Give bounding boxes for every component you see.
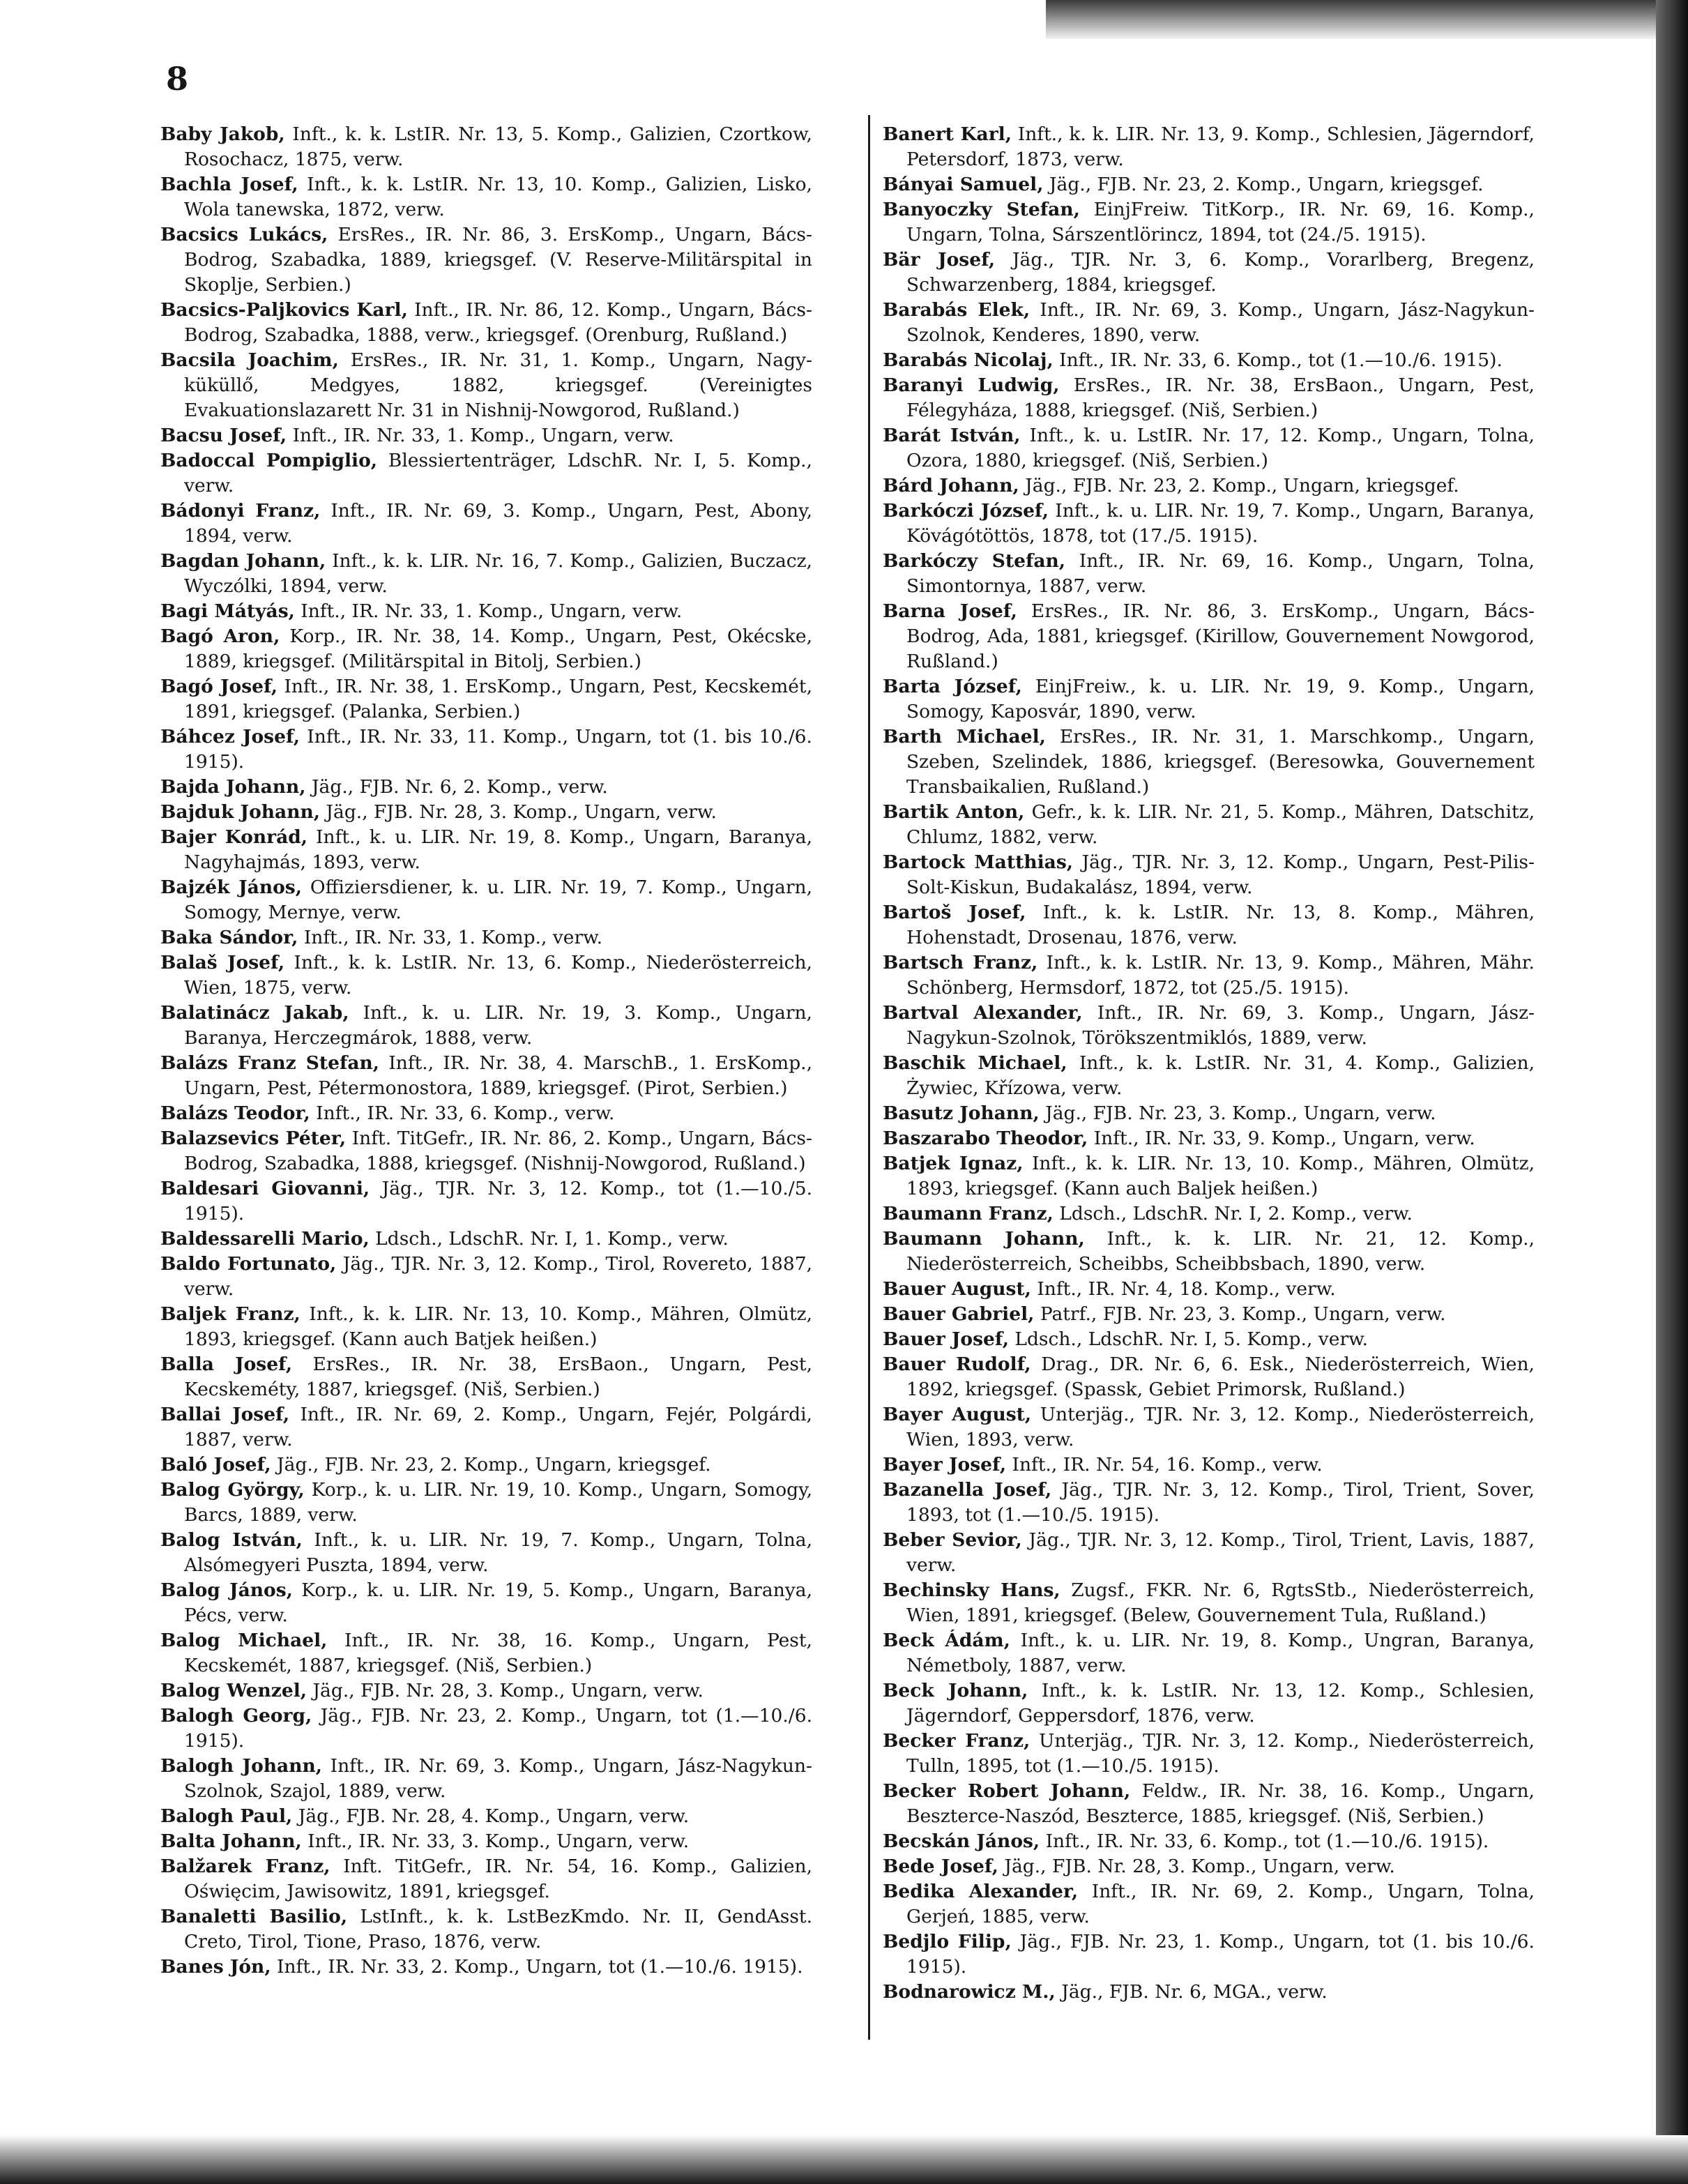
entry-details: Korp., IR. Nr. 38, 14. Komp., Ungarn, Pest, Okécske, 1889, kriegsgef. (Militärspital in Bitolj, Serbien.) — [184, 625, 812, 672]
scan-shadow-top — [1046, 0, 1688, 39]
casualty-entry — [160, 1854, 812, 1904]
entry-details: Zugsf., FKR. Nr. 6, RgtsStb., Niederösterreich, Wien, 1891, kriegsgef. (Belew, Gouvernement Tula, Rußland.) — [906, 1579, 1535, 1626]
casualty-entry — [160, 1227, 812, 1252]
entry-details: Unterjäg., TJR. Nr. 3, 12. Komp., Niederösterreich, Tulln, 1895, tot (1.—10./5. 1915). — [906, 1730, 1535, 1777]
entry-details: Jäg., FJB. Nr. 23, 1. Komp., Ungarn, tot (1. bis 10./6. 1915). — [906, 1931, 1535, 1978]
entry-details: Inft., k. u. LIR. Nr. 19, 8. Komp., Ungran, Baranya, Németboly, 1887, verw. — [906, 1630, 1535, 1676]
entry-name: Balatinácz Jakab, — [160, 1002, 349, 1024]
casualty-entry — [160, 423, 812, 448]
entry-details: Inft., k. k. LIR. Nr. 13, 10. Komp., Mähren, Olmütz, 1893, kriegsgef. (Kann auch Batjek heißen.) — [184, 1303, 812, 1350]
entry-details: Inft., IR. Nr. 69, 3. Komp., Ungarn, Jász-Nagykun-Szolnok, Kenderes, 1890, verw. — [906, 299, 1535, 346]
entry-name: Bedjlo Filip, — [883, 1931, 1012, 1952]
casualty-entry — [883, 172, 1535, 197]
entry-details: Inft., IR. Nr. 33, 9. Komp., Ungarn, verw. — [1093, 1128, 1475, 1149]
entry-name: Barkóczy Stefan, — [883, 550, 1066, 572]
casualty-entry — [160, 1704, 812, 1754]
entry-name: Balogh Johann, — [160, 1755, 322, 1777]
entry-details: Jäg., TJR. Nr. 3, 12. Komp., Tirol, Trient, Sover, 1893, tot (1.—10./5. 1915). — [906, 1479, 1535, 1526]
entry-details: Inft., IR. Nr. 33, 6. Komp., tot (1.—10./6. 1915). — [1045, 1830, 1489, 1852]
entry-name: Banyoczky Stefan, — [883, 199, 1080, 220]
column-divider — [868, 115, 870, 2040]
casualty-entry — [883, 900, 1535, 950]
entry-details: Inft., IR. Nr. 69, 3. Komp., Ungarn, Jász-Nagykun-Szolnok, Törökszentmiklós, 1889, verw. — [906, 1002, 1535, 1049]
casualty-entry — [883, 725, 1535, 800]
entry-name: Baby Jakob, — [160, 123, 285, 145]
entry-name: Baljek Franz, — [160, 1303, 301, 1325]
entry-details: Jäg., FJB. Nr. 28, 3. Komp., Ungarn, verw. — [1004, 1856, 1395, 1877]
entry-details: Inft., k. k. LstIR. Nr. 13, 9. Komp., Mähren, Mähr. Schönberg, Hermsdorf, 1872, tot (25./5. 1915). — [906, 952, 1535, 999]
entry-name: Banert Karl, — [883, 123, 1012, 145]
entry-details: ErsRes., IR. Nr. 31, 1. Marschkomp., Ungarn, Szeben, Szelindek, 1886, kriegsgef. (Beresowka, Gouvernement Transbaikalien, Rußland.) — [906, 726, 1535, 798]
entry-name: Baló Josef, — [160, 1454, 271, 1476]
entry-name: Bacsics-Paljkovics Karl, — [160, 299, 408, 321]
entry-details: Jäg., FJB. Nr. 28, 3. Komp., Ungarn, verw. — [326, 801, 717, 823]
entry-details: Jäg., FJB. Nr. 23, 2. Komp., Ungarn, kriegsgef. — [277, 1454, 711, 1476]
casualty-entry — [160, 599, 812, 624]
entry-name: Bär Josef, — [883, 249, 996, 271]
entry-details: Jäg., FJB. Nr. 6, 2. Komp., verw. — [311, 776, 608, 798]
entry-name: Bagdan Johann, — [160, 550, 326, 572]
casualty-entry — [883, 1227, 1535, 1277]
entry-details: Inft., k. k. LstIR. Nr. 13, 6. Komp., Niederösterreich, Wien, 1875, verw. — [184, 952, 812, 999]
casualty-entry — [883, 1578, 1535, 1628]
entry-name: Bedika Alexander, — [883, 1881, 1079, 1902]
casualty-entry — [160, 549, 812, 599]
entry-name: Baumann Johann, — [883, 1228, 1085, 1250]
entry-name: Bádonyi Franz, — [160, 500, 321, 522]
casualty-entry — [160, 1402, 812, 1453]
entry-details: Jäg., FJB. Nr. 28, 4. Komp., Ungarn, verw. — [298, 1805, 690, 1827]
entry-name: Bechinsky Hans, — [883, 1579, 1060, 1601]
entry-details: Patrf., FJB. Nr. 23, 3. Komp., Ungarn, verw. — [1040, 1303, 1446, 1325]
entry-details: EinjFreiw., k. u. LIR. Nr. 19, 9. Komp., Ungarn, Somogy, Kaposvár, 1890, verw. — [906, 676, 1535, 722]
entry-name: Bányai Samuel, — [883, 174, 1044, 195]
entry-name: Balog Michael, — [160, 1630, 328, 1651]
casualty-entry — [160, 1101, 812, 1126]
casualty-entry — [883, 348, 1535, 373]
casualty-entry — [883, 1101, 1535, 1126]
entry-name: Bartik Anton, — [883, 801, 1025, 823]
casualty-entry — [883, 1302, 1535, 1327]
casualty-entry — [160, 1051, 812, 1101]
entry-name: Baumann Franz, — [883, 1203, 1054, 1224]
casualty-entry — [883, 1729, 1535, 1779]
entry-details: Inft., IR. Nr. 33, 2. Komp., Ungarn, tot (1.—10./6. 1915). — [277, 1956, 803, 1978]
entry-details: Inft., k. u. LIR. Nr. 19, 7. Komp., Ungarn, Tolna, Alsómegyeri Puszta, 1894, verw. — [184, 1529, 812, 1576]
casualty-entry — [883, 1352, 1535, 1402]
entry-name: Baldessarelli Mario, — [160, 1228, 370, 1250]
entry-name: Bazanella Josef, — [883, 1479, 1052, 1501]
entry-details: Jäg., TJR. Nr. 3, 6. Komp., Vorarlberg, Bregenz, Schwarzenberg, 1884, kriegsgef. — [906, 249, 1535, 296]
entry-details: Feldw., IR. Nr. 38, 16. Komp., Ungarn, Beszterce-Naszód, Beszterce, 1885, kriegsgef. (Niš, Serbien.) — [906, 1780, 1535, 1827]
entry-name: Bajduk Johann, — [160, 801, 320, 823]
casualty-entry — [160, 1252, 812, 1302]
casualty-entry — [883, 1528, 1535, 1578]
entry-name: Batjek Ignaz, — [883, 1153, 1024, 1174]
entry-details: Inft., IR. Nr. 38, 1. ErsKomp., Ungarn, Pest, Kecskemét, 1891, kriegsgef. (Palanka, Serbien.) — [184, 676, 812, 722]
entry-name: Bagó Aron, — [160, 625, 280, 647]
entry-details: Gefr., k. k. LIR. Nr. 21, 5. Komp., Mähren, Datschitz, Chlumz, 1882, verw. — [906, 801, 1535, 848]
entry-details: Inft., k. k. LstIR. Nr. 13, 10. Komp., Galizien, Lisko, Wola tanewska, 1872, verw. — [184, 174, 812, 220]
casualty-entry — [160, 825, 812, 875]
casualty-entry — [883, 599, 1535, 674]
casualty-entry — [160, 1578, 812, 1628]
entry-details: Inft., k. u. LIR. Nr. 19, 7. Komp., Ungarn, Baranya, Kövágótöttös, 1878, tot (17./5. 1915). — [906, 500, 1535, 547]
entry-name: Bartoš Josef, — [883, 902, 1026, 923]
entry-details: Inft., k. k. LIR. Nr. 21, 12. Komp., Niederösterreich, Scheibbs, Scheibbsbach, 1890, verw. — [906, 1228, 1535, 1275]
entry-name: Becskán János, — [883, 1830, 1040, 1852]
entry-details: Jäg., FJB. Nr. 28, 3. Komp., Ungarn, verw. — [312, 1680, 704, 1701]
entry-name: Bachla Josef, — [160, 174, 298, 195]
entry-details: Inft., IR. Nr. 69, 2. Komp., Ungarn, Fejér, Polgárdi, 1887, verw. — [184, 1404, 812, 1450]
entry-details: Inft., IR. Nr. 54, 16. Komp., verw. — [1012, 1454, 1323, 1476]
entry-name: Bauer August, — [883, 1278, 1031, 1300]
casualty-entry — [883, 1854, 1535, 1879]
entry-name: Bauer Josef, — [883, 1328, 1009, 1350]
casualty-entry — [883, 298, 1535, 348]
entry-details: Inft., k. k. LstIR. Nr. 13, 8. Komp., Mähren, Hohenstadt, Drosenau, 1876, verw. — [906, 902, 1535, 948]
entry-details: Unterjäg., TJR. Nr. 3, 12. Komp., Niederösterreich, Wien, 1893, verw. — [906, 1404, 1535, 1450]
casualty-entry — [883, 1779, 1535, 1829]
casualty-entry — [160, 1955, 812, 1980]
casualty-entry — [160, 1352, 812, 1402]
entry-details: Inft., IR. Nr. 38, 16. Komp., Ungarn, Pest, Kecskemét, 1887, kriegsgef. (Niš, Serbien.) — [184, 1630, 812, 1676]
entry-details: Jäg., TJR. Nr. 3, 12. Komp., Tirol, Rovereto, 1887, verw. — [184, 1253, 812, 1300]
entry-details: Ldsch., LdschR. Nr. I, 5. Komp., verw. — [1014, 1328, 1369, 1350]
entry-details: ErsRes., IR. Nr. 38, ErsBaon., Ungarn, Pest, Kecskeméty, 1887, kriegsgef. (Niš, Serbien.) — [184, 1353, 812, 1400]
entry-name: Bacsila Joachim, — [160, 349, 339, 371]
entry-name: Baranyi Ludwig, — [883, 374, 1060, 396]
entry-details: ErsRes., IR. Nr. 38, ErsBaon., Ungarn, Pest, Félegyháza, 1888, kriegsgef. (Niš, Serbien.) — [906, 374, 1535, 421]
entry-name: Balog István, — [160, 1529, 303, 1551]
entry-details: Ldsch., LdschR. Nr. I, 2. Komp., verw. — [1059, 1203, 1413, 1224]
entry-details: Drag., DR. Nr. 6, 6. Esk., Niederösterreich, Wien, 1892, kriegsgef. (Spassk, Gebiet Primorsk, Rußland.) — [906, 1353, 1535, 1400]
casualty-entry — [883, 1980, 1535, 2005]
entry-details: Inft., IR. Nr. 69, 16. Komp., Ungarn, Tolna, Simontornya, 1887, verw. — [906, 550, 1535, 597]
entry-details: Inft. TitGefr., IR. Nr. 86, 2. Komp., Ungarn, Bács-Bodrog, Szabadka, 1888, kriegsgef. (Nishnij-Nowgorod, Rußland.) — [184, 1128, 812, 1174]
entry-details: Inft., IR. Nr. 33, 6. Komp., tot (1.—10./6. 1915). — [1059, 349, 1503, 371]
entry-name: Bagi Mátyás, — [160, 600, 295, 622]
casualty-entry — [883, 122, 1535, 172]
casualty-entry — [883, 373, 1535, 423]
casualty-entry — [883, 1478, 1535, 1528]
entry-name: Bayer Josef, — [883, 1454, 1007, 1476]
entry-name: Bauer Gabriel, — [883, 1303, 1035, 1325]
casualty-entry — [160, 1478, 812, 1528]
entry-name: Bartval Alexander, — [883, 1002, 1083, 1024]
entry-name: Bauer Rudolf, — [883, 1353, 1031, 1375]
entry-name: Barna Josef, — [883, 600, 1017, 622]
entry-details: Inft., IR. Nr. 33, 1. Komp., Ungarn, verw. — [292, 425, 674, 446]
casualty-entry — [160, 1678, 812, 1704]
entry-name: Báhcez Josef, — [160, 726, 300, 748]
entry-name: Beber Sevior, — [883, 1529, 1022, 1551]
entry-name: Balla Josef, — [160, 1353, 293, 1375]
casualty-entry — [883, 423, 1535, 473]
entry-details: Jäg., FJB. Nr. 6, MGA., verw. — [1061, 1981, 1328, 2003]
entry-details: Inft., IR. Nr. 69, 2. Komp., Ungarn, Tolna, Gerjeń, 1885, verw. — [906, 1881, 1535, 1927]
entry-name: Bartock Matthias, — [883, 851, 1073, 873]
entry-details: Inft., k. k. LIR. Nr. 13, 9. Komp., Schlesien, Jägerndorf, Petersdorf, 1873, verw. — [906, 123, 1535, 170]
entry-details: Blessiertenträger, LdschR. Nr. I, 5. Komp., verw. — [184, 450, 812, 496]
entry-name: Balžarek Franz, — [160, 1856, 330, 1877]
entry-details: Inft., k. k. LstIR. Nr. 13, 5. Komp., Galizien, Czortkow, Rosochacz, 1875, verw. — [184, 123, 812, 170]
casualty-entry — [160, 122, 812, 172]
entry-name: Balaš Josef, — [160, 952, 285, 973]
entry-details: Korp., k. u. LIR. Nr. 19, 10. Komp., Ungarn, Somogy, Barcs, 1889, verw. — [184, 1479, 812, 1526]
scan-shadow-right — [1656, 0, 1688, 2184]
casualty-entry — [883, 1829, 1535, 1854]
entry-details: Jäg., TJR. Nr. 3, 12. Komp., Ungarn, Pest-Pilis-Solt-Kiskun, Budakalász, 1894, verw. — [906, 851, 1535, 898]
entry-name: Balogh Georg, — [160, 1705, 312, 1727]
entry-name: Bodnarowicz M., — [883, 1981, 1056, 2003]
entry-details: Inft., IR. Nr. 33, 1. Komp., Ungarn, verw. — [301, 600, 683, 622]
entry-details: Inft., k. u. LIR. Nr. 19, 8. Komp., Ungarn, Baranya, Nagyhajmás, 1893, verw. — [184, 826, 812, 873]
entry-details: Jäg., TJR. Nr. 3, 12. Komp., tot (1.—10./5. 1915). — [184, 1178, 812, 1224]
right-column — [883, 122, 1535, 2005]
entry-name: Bacsics Lukács, — [160, 224, 328, 245]
entry-details: Inft., IR. Nr. 86, 12. Komp., Ungarn, Bács-Bodrog, Szabadka, 1888, verw., kriegsgef. (Orenburg, Rußland.) — [184, 299, 812, 346]
casualty-entry — [883, 1929, 1535, 1980]
entry-name: Balazsevics Péter, — [160, 1128, 347, 1149]
entry-details: ErsRes., IR. Nr. 31, 1. Komp., Ungarn, Nagy-küküllő, Medgyes, 1882, kriegsgef. (Vereinigtes Evakuationslazarett Nr. 31 in Nishnij-Nowgorod, Rußland.) — [184, 349, 812, 421]
entry-name: Bacsu Josef, — [160, 425, 287, 446]
entry-name: Balog János, — [160, 1579, 293, 1601]
entry-details: Inft., k. k. LIR. Nr. 13, 10. Komp., Mähren, Olmütz, 1893, kriegsgef. (Kann auch Baljek heißen.) — [906, 1153, 1535, 1199]
casualty-entry — [883, 248, 1535, 298]
entry-name: Baka Sándor, — [160, 927, 298, 948]
entry-details: Korp., k. u. LIR. Nr. 19, 5. Komp., Ungarn, Baranya, Pécs, verw. — [184, 1579, 812, 1626]
entry-details: Inft., IR. Nr. 33, 6. Komp., verw. — [316, 1102, 615, 1124]
entry-details: ErsRes., IR. Nr. 86, 3. ErsKomp., Ungarn, Bács-Bodrog, Szabadka, 1889, kriegsgef. (V. Reserve-Militärspital in Skoplje, Serbien.) — [184, 224, 812, 296]
scan-shadow-bottom — [0, 2135, 1688, 2184]
casualty-entry — [883, 1453, 1535, 1478]
entry-name: Becker Robert Johann, — [883, 1780, 1131, 1802]
entry-name: Baszarabo Theodor, — [883, 1128, 1088, 1149]
casualty-entry — [883, 1051, 1535, 1101]
casualty-entry — [160, 775, 812, 800]
casualty-entry — [883, 499, 1535, 549]
casualty-entry — [160, 1528, 812, 1578]
entry-name: Bede Josef, — [883, 1856, 998, 1877]
entry-details: Jäg., TJR. Nr. 3, 12. Komp., Tirol, Trient, Lavis, 1887, verw. — [906, 1529, 1535, 1576]
entry-name: Badoccal Pompiglio, — [160, 450, 378, 471]
entry-details: Inft., k. u. LstIR. Nr. 17, 12. Komp., Ungarn, Tolna, Ozora, 1880, kriegsgef. (Niš, Serbien.) — [906, 425, 1535, 471]
casualty-entry — [160, 624, 812, 674]
entry-details: Inft., IR. Nr. 38, 4. MarschB., 1. ErsKomp., Ungarn, Pest, Pétermonostora, 1889, kriegsgef. (Pirot, Serbien.) — [184, 1052, 812, 1099]
entry-name: Barkóczi József, — [883, 500, 1049, 522]
casualty-entry — [160, 1804, 812, 1829]
casualty-entry — [883, 549, 1535, 599]
casualty-entry — [160, 1754, 812, 1804]
casualty-entry — [160, 1829, 812, 1854]
entry-name: Baldesari Giovanni, — [160, 1178, 370, 1199]
entry-name: Beck Johann, — [883, 1680, 1028, 1701]
entry-details: Inft., IR. Nr. 4, 18. Komp., verw. — [1037, 1278, 1336, 1300]
entry-name: Bayer August, — [883, 1404, 1032, 1425]
casualty-entry — [883, 1402, 1535, 1453]
entry-name: Barabás Nicolaj, — [883, 349, 1054, 371]
entry-details: Inft., k. k. LstIR. Nr. 13, 12. Komp., Schlesien, Jägerndorf, Geppersdorf, 1876, verw. — [906, 1680, 1535, 1727]
casualty-entry — [160, 925, 812, 950]
casualty-entry — [160, 1126, 812, 1176]
entry-name: Balázs Teodor, — [160, 1102, 310, 1124]
entry-name: Basutz Johann, — [883, 1102, 1040, 1124]
casualty-entry — [160, 499, 812, 549]
entry-name: Bagó Josef, — [160, 676, 278, 697]
entry-details: Inft., k. u. LIR. Nr. 19, 3. Komp., Ungarn, Baranya, Herczegmárok, 1888, verw. — [184, 1002, 812, 1049]
entry-name: Balta Johann, — [160, 1830, 302, 1852]
entry-details: Inft., IR. Nr. 33, 3. Komp., Ungarn, verw. — [307, 1830, 690, 1852]
entry-name: Bárd Johann, — [883, 475, 1019, 496]
casualty-entry — [160, 222, 812, 298]
casualty-entry — [883, 850, 1535, 900]
casualty-entry — [160, 1628, 812, 1678]
entry-name: Bajda Johann, — [160, 776, 306, 798]
entry-name: Baldo Fortunato, — [160, 1253, 337, 1275]
entry-name: Baschik Michael, — [883, 1052, 1067, 1074]
entry-details: Ldsch., LdschR. Nr. I, 1. Komp., verw. — [375, 1228, 729, 1250]
left-column — [160, 122, 812, 1980]
casualty-entry — [883, 473, 1535, 499]
entry-name: Barta József, — [883, 676, 1022, 697]
casualty-entry — [160, 1176, 812, 1227]
entry-details: Inft., IR. Nr. 69, 3. Komp., Ungarn, Pest, Abony, 1894, verw. — [184, 500, 812, 547]
entry-name: Bajer Konrád, — [160, 826, 308, 848]
casualty-entry — [160, 298, 812, 348]
entry-details: Inft., IR. Nr. 33, 1. Komp., verw. — [303, 927, 603, 948]
entry-name: Barabás Elek, — [883, 299, 1031, 321]
casualty-entry — [883, 1277, 1535, 1302]
casualty-entry — [160, 348, 812, 423]
entry-name: Bajzék János, — [160, 877, 302, 898]
entry-name: Balázs Franz Stefan, — [160, 1052, 380, 1074]
casualty-entry — [160, 1453, 812, 1478]
entry-name: Ballai Josef, — [160, 1404, 290, 1425]
entry-name: Balog György, — [160, 1479, 305, 1501]
entry-name: Beck Ádám, — [883, 1630, 1010, 1651]
entry-name: Banaletti Basilio, — [160, 1906, 348, 1927]
casualty-entry — [883, 1201, 1535, 1227]
entry-details: LstInft., k. k. LstBezKmdo. Nr. II, GendAsst. Creto, Tirol, Tione, Praso, 1876, verw. — [184, 1906, 812, 1952]
casualty-entry — [883, 800, 1535, 850]
entry-details: Jäg., FJB. Nr. 23, 2. Komp., Ungarn, kriegsgef. — [1025, 475, 1459, 496]
entry-details: Jäg., FJB. Nr. 23, 2. Komp., Ungarn, tot (1.—10./6. 1915). — [184, 1705, 812, 1752]
entry-name: Becker Franz, — [883, 1730, 1031, 1752]
casualty-entry — [160, 1001, 812, 1051]
casualty-entry — [883, 1879, 1535, 1929]
casualty-entry — [160, 725, 812, 775]
entry-name: Barth Michael, — [883, 726, 1046, 748]
casualty-entry — [160, 950, 812, 1001]
entry-name: Bartsch Franz, — [883, 952, 1038, 973]
entry-details: Jäg., FJB. Nr. 23, 2. Komp., Ungarn, kriegsgef. — [1049, 174, 1484, 195]
entry-details: Inft. TitGefr., IR. Nr. 54, 16. Komp., Galizien, Oświęcim, Jawisowitz, 1891, kriegsgef. — [184, 1856, 812, 1902]
entry-name: Balogh Paul, — [160, 1805, 293, 1827]
casualty-entry — [160, 1904, 812, 1955]
casualty-entry — [883, 1001, 1535, 1051]
entry-details: EinjFreiw. TitKorp., IR. Nr. 69, 16. Komp., Ungarn, Tolna, Sárszentlörincz, 1894, tot (24./5. 1915). — [906, 199, 1535, 245]
casualty-entry — [160, 875, 812, 925]
entry-details: Inft., IR. Nr. 33, 11. Komp., Ungarn, tot (1. bis 10./6. 1915). — [184, 726, 812, 773]
casualty-entry — [160, 674, 812, 725]
casualty-entry — [883, 674, 1535, 725]
entry-details: Jäg., FJB. Nr. 23, 3. Komp., Ungarn, verw. — [1045, 1102, 1436, 1124]
casualty-entry — [160, 448, 812, 499]
casualty-entry — [883, 1678, 1535, 1729]
entry-details: ErsRes., IR. Nr. 86, 3. ErsKomp., Ungarn, Bács-Bodrog, Ada, 1881, kriegsgef. (Kirillow, Gouvernement Nowgorod, Rußland.) — [906, 600, 1535, 672]
entry-name: Barát István, — [883, 425, 1021, 446]
casualty-entry — [160, 172, 812, 222]
page-number: 8 — [166, 60, 189, 98]
entry-details: Offiziersdiener, k. u. LIR. Nr. 19, 7. Komp., Ungarn, Somogy, Mernye, verw. — [184, 877, 812, 923]
entry-name: Balog Wenzel, — [160, 1680, 307, 1701]
entry-details: Inft., IR. Nr. 69, 3. Komp., Ungarn, Jász-Nagykun-Szolnok, Szajol, 1889, verw. — [184, 1755, 812, 1802]
casualty-entry — [883, 950, 1535, 1001]
casualty-entry — [883, 197, 1535, 248]
casualty-entry — [883, 1151, 1535, 1201]
casualty-entry — [160, 1302, 812, 1352]
casualty-entry — [883, 1327, 1535, 1352]
entry-name: Banes Jón, — [160, 1956, 271, 1978]
entry-details: Inft., k. k. LIR. Nr. 16, 7. Komp., Galizien, Buczacz, Wyczólki, 1894, verw. — [184, 550, 812, 597]
casualty-entry — [160, 800, 812, 825]
casualty-entry — [883, 1628, 1535, 1678]
entry-details: Inft., k. k. LstIR. Nr. 31, 4. Komp., Galizien, Żywiec, Křízowa, verw. — [906, 1052, 1535, 1099]
casualty-entry — [883, 1126, 1535, 1151]
